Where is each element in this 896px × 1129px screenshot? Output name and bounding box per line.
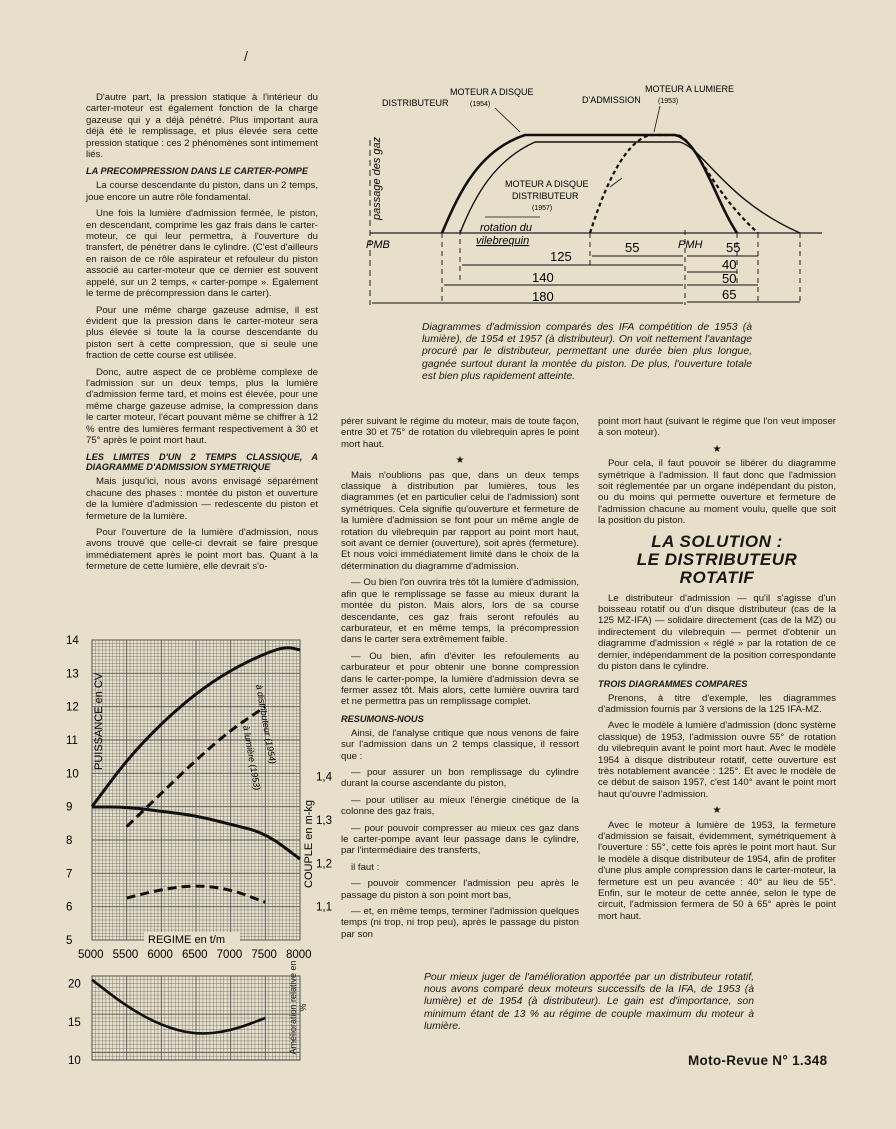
paragraph: — Ou bien l'on ouvrira très tôt la lumière d'admission, afin que le remplissage se fasse au mieux durant la montée du piston. Mais alors, lors de sa course descendante, ces gaz frais seront refoulés au carburateur, et en même temps, la précompression dans le carter sera extrêmement faible. bbox=[341, 577, 579, 646]
x-tick-label: 5000 bbox=[78, 949, 104, 961]
admission-diagram bbox=[360, 80, 830, 310]
paragraph: — pour pouvoir compresser au mieux ces gaz dans le carter-pompe avant leur passage dans le cylindre, par l'intermédiaire des transferts, bbox=[341, 822, 579, 857]
top-mark: / bbox=[244, 48, 248, 64]
section-heading: TROIS DIAGRAMMES COMPARES bbox=[598, 678, 748, 689]
column-right bbox=[598, 416, 836, 927]
paragraph: il faut : bbox=[351, 861, 380, 873]
y2-tick-label: 1,1 bbox=[316, 901, 332, 914]
paragraph: Pour l'ouverture de la lumière d'admission, nous avons trouvé que celle-ci devrait se faire presque immédiatement après le point mort bas. Quant à la fermeture de cette lumière, elle devrait s'o- bbox=[86, 527, 318, 573]
pmb-label: PMB bbox=[366, 239, 390, 251]
paragraph: Prenons, à titre d'exemple, les diagrammes d'admission fournis par 3 versions de la 125 IFA-MZ. bbox=[598, 692, 836, 715]
dim-55-close: 55 bbox=[726, 240, 741, 255]
column-middle bbox=[341, 416, 579, 945]
y2-tick-label: 1,4 bbox=[316, 771, 332, 784]
label-lumiere-1953: D'ADMISSION bbox=[582, 95, 641, 105]
x-tick-label: 7500 bbox=[251, 949, 277, 961]
label-disque-1957: MOTEUR A DISQUE bbox=[505, 179, 589, 189]
label-lumiere-1953: MOTEUR A LUMIERE bbox=[645, 84, 735, 94]
diagram-ylabel: passage des gaz bbox=[371, 136, 383, 220]
label-disque-1954: (1954) bbox=[470, 101, 491, 108]
curve-lumiere-1953 bbox=[590, 135, 758, 233]
paragraph: Le distributeur d'admission — qu'il s'agisse d'un boisseau rotatif ou d'un disque distributeur (cas de la 125 MZ-IFA) — solidaire directement (cas de la MZ) ou indirectement du vilebrequin — permet d'obtenir un diagramme d'admission « réglé » par la rotation de ce dernier, indépendamment de la position correspondante du piston dans le cylindre. bbox=[598, 592, 836, 673]
series-label: à lumière (1953) bbox=[241, 724, 263, 791]
y-tick-label: 15 bbox=[68, 1016, 81, 1029]
paragraph: La course descendante du piston, dans un 2 temps, joue encore un autre rôle fondamental. bbox=[86, 180, 318, 203]
y-tick-label: 10 bbox=[66, 768, 79, 781]
solution-title-line: LA SOLUTION : bbox=[651, 531, 783, 551]
footer-issue: Moto-Revue N° 1.348 bbox=[688, 1053, 828, 1068]
paragraph: Pour cela, il faut pouvoir se libérer du diagramme symétrique à l'admission. Il faut donc que l'admission soit réglementée par un organe indépendant du piston, ou du moins qui permette ouverture et fermeture de l'admission chacune au moment voulu, quelle que soit la position du piston. bbox=[598, 458, 836, 527]
y-axis-label: PUISSANCE en CV bbox=[93, 672, 105, 770]
y-tick-label: 14 bbox=[66, 635, 79, 647]
star-separator: ★ bbox=[455, 455, 465, 467]
paragraph: point mort haut (suivant le régime que l'on veut imposer à son moteur). bbox=[598, 416, 836, 439]
x-axis-label: REGIME en t/m bbox=[148, 934, 226, 946]
paragraph: Avec le modèle à lumière d'admission (donc système classique) de 1953, l'admission ouvre 55° de rotation du vilebrequin avant le point mort haut. Avec le modèle 1954 à disque distributeur rotatif, cette ouverture est très notablement avancée : 125°. Et avec le modèle de ce début de saison 1957, c'est 140° avant le point mort haut qu'ouvre l'admission. bbox=[598, 720, 836, 800]
caption-chart: Pour mieux juger de l'amélioration apportée par un distributeur rotatif, nous avons comparé deux moteurs successifs de la IFA, de 1953 (à lumière) et de 1954 (à distributeur). Le gain est d'importance, son minimum étant de 13 % au régime de couple maximum du moteur à lumière. bbox=[424, 972, 754, 1032]
paragraph: — et, en même temps, terminer l'admission quelques temps (ni trop, ni trop peu), après le passage du piston par son bbox=[341, 906, 579, 940]
label-disque-1957: DISTRIBUTEUR bbox=[512, 191, 579, 201]
rotation-label: rotation du bbox=[480, 222, 532, 234]
paragraph: D'autre part, la pression statique à l'intérieur du carter-moteur est également fonction de la charge gazeuse qui y a déjà pénétré. Plus important aura déjà été le remplissage, et plus élevée sera cette pression statique : ces 2 phénomènes sont intimement liés. bbox=[86, 92, 318, 161]
y-tick-label: 13 bbox=[66, 668, 79, 681]
paragraph: Mais jusqu'ici, nous avons envisagé séparément chacune des phases : montée du piston et ouverture de la lumière d'admission — redescente du piston et fermeture de la lumière. bbox=[86, 476, 318, 522]
dim-55-open: 55 bbox=[625, 240, 640, 255]
dim-125: 125 bbox=[550, 249, 572, 264]
paragraph: pérer suivant le régime du moteur, mais de toute façon, entre 30 et 75° de rotation du vilebrequin après le point mort haut. bbox=[341, 416, 579, 450]
paragraph: Pour une même charge gazeuse admise, il est évident que la pression dans le carter-moteur sera plus élevée si toute la la course descendante du piston sert à cette compression, que si seule une fraction de cette course est utilisée. bbox=[86, 304, 318, 362]
improvement-y-label: Amélioration relative en % bbox=[288, 960, 308, 1055]
paragraph: — pouvoir commencer l'admission peu après le passage du piston à son point mort bas, bbox=[341, 878, 579, 901]
x-tick-label: 6500 bbox=[182, 949, 208, 961]
rotation-label: vilebrequin bbox=[476, 235, 530, 247]
paragraph: Ainsi, de l'analyse critique que nous venons de faire sur l'admission dans un 2 temps classique, il ressort que : bbox=[341, 727, 579, 762]
x-tick-label: 7000 bbox=[216, 949, 243, 961]
solution-title-line: LE DISTRIBUTEUR bbox=[636, 549, 798, 569]
y-tick-label: 8 bbox=[66, 835, 73, 847]
y2-tick-label: 1,3 bbox=[316, 815, 332, 827]
column-left bbox=[86, 92, 318, 578]
dim-180: 180 bbox=[532, 289, 554, 304]
y-tick-label: 5 bbox=[66, 935, 73, 947]
pmh-label: PMH bbox=[678, 239, 703, 251]
section-heading: LES LIMITES D'UN 2 TEMPS CLASSIQUE, A DIAGRAMME D'ADMISSION SYMETRIQUE bbox=[86, 452, 318, 473]
caption-diagram: Diagrammes d'admission comparés des IFA compétition de 1953 (à lumière), de 1954 et 1957 (à distributeur). On voit nettement l'avantage procuré par le distributeur, permettant une durée bien plus longue, gagnée surtout durant la montée du piston. De plus, l'ouverture totale est bien plus rapidement atteinte. bbox=[422, 322, 752, 382]
x-tick-label: 8000 bbox=[286, 949, 312, 961]
y-tick-label: 6 bbox=[66, 901, 73, 914]
power-torque-chart bbox=[60, 630, 345, 965]
y-tick-label: 11 bbox=[66, 735, 78, 747]
y-tick-label: 12 bbox=[66, 701, 79, 714]
label-disque-1957: (1957) bbox=[532, 205, 553, 212]
paragraph: Avec le moteur à lumière de 1953, la fermeture d'admission se faisait, évidemment, symétriquement à l'ouverture : 55°, cette fois après le point mort haut. Sur le modèle à disque distributeur de 1954, afin de profiter d'une plus ample compression dans le carter-moteur, la fermeture est un peu avancée : 40° au lieu de 55°. Enfin, sur le moteur de cette année, selon le type de circuit, l'admission fermera de 50 à 65° après le point mort haut. bbox=[598, 819, 836, 922]
y-tick-label: 9 bbox=[66, 801, 73, 814]
chart-grid bbox=[92, 640, 300, 940]
star-separator: ★ bbox=[712, 805, 722, 817]
paragraph: Donc, autre aspect de ce problème complexe de l'admission sur un deux temps, plus la lumière d'admission ferme tard, et moins est élevée, pour une même charge gazeuse admise, la compression dans le carter moteur, l'écart pouvant même se chiffrer à 12 % entre des lumières fermant respectivement à 30 et 75° après le point mort haut. bbox=[86, 366, 318, 446]
y-tick-label: 10 bbox=[68, 1055, 81, 1067]
section-heading: LA PRECOMPRESSION DANS LE CARTER-POMPE bbox=[86, 166, 309, 177]
series-label: à distributeur (1954) bbox=[254, 683, 278, 765]
dim-40: 40 bbox=[722, 257, 737, 272]
section-heading: RESUMONS-NOUS bbox=[341, 713, 424, 724]
improvement-ylabel-box bbox=[288, 960, 328, 1070]
chart-ticks bbox=[68, 979, 81, 1067]
paragraph: Une fois la lumière d'admission fermée, le piston, en descendant, comprime les gaz frais dans le carter-moteur, ce qui leur permettra, à l'ouverture du transfert, de pénétrer dans le cylindre. (C'est d'ailleurs en raison de ce rôle aspirateur et refouleur du piston associé au carter-moteur que ce dernier est souvent appelé, sur un 2 temps, « carter-pompe ». Egalement le terme de précompression dans le carter). bbox=[86, 208, 318, 300]
star-separator: ★ bbox=[712, 443, 722, 455]
paragraph: — pour assurer un bon remplissage du cylindre durant la course ascendante du piston, bbox=[341, 766, 579, 790]
dim-50: 50 bbox=[722, 271, 737, 286]
label-disque-1954: MOTEUR A DISQUE bbox=[450, 87, 534, 97]
paragraph: Mais n'oublions pas que, dans un deux temps classique à distribution par lumières, tous les diagrammes (et en particulier celui de l'admission) sont symétriques. Cela signifie qu'ouverture et fermeture de la lumière d'admission se font pour un même angle de rotation du vilebrequin par rapport au point mort haut, soit avant ce dernier (ouverture), soit après (fermeture). Et nous voici immédiatement limité dans le choix de la détermination du diagramme d'admission. bbox=[341, 469, 579, 572]
y-tick-label: 20 bbox=[68, 978, 81, 991]
dim-65: 65 bbox=[722, 287, 737, 302]
x-tick-label: 6000 bbox=[147, 949, 173, 961]
y-tick-label: 7 bbox=[66, 868, 73, 881]
paragraph: — pour utiliser au mieux l'énergie cinétique de la colonne des gaz frais, bbox=[341, 794, 579, 818]
x-tick-label: 5500 bbox=[112, 949, 139, 961]
solution-title-line: ROTATIF bbox=[679, 567, 755, 587]
paragraph: — Ou bien, afin d'éviter les refoulements au carburateur et pour obtenir une bonne compression dans le carter-pompe, la lumière d'admission devra se fermer assez tôt. Mais alors, cette lumière ouvrira tard et ne permettra pas un remplissage complet. bbox=[341, 650, 579, 708]
dim-140: 140 bbox=[532, 270, 554, 285]
chart-grid bbox=[92, 976, 300, 1060]
y2-axis-label: COUPLE en m-kg bbox=[303, 799, 315, 888]
label-disque-1954: DISTRIBUTEUR bbox=[382, 98, 449, 108]
solution-title bbox=[598, 533, 836, 587]
y2-tick-label: 1,2 bbox=[316, 858, 332, 871]
label-lumiere-1953: (1953) bbox=[658, 98, 679, 105]
